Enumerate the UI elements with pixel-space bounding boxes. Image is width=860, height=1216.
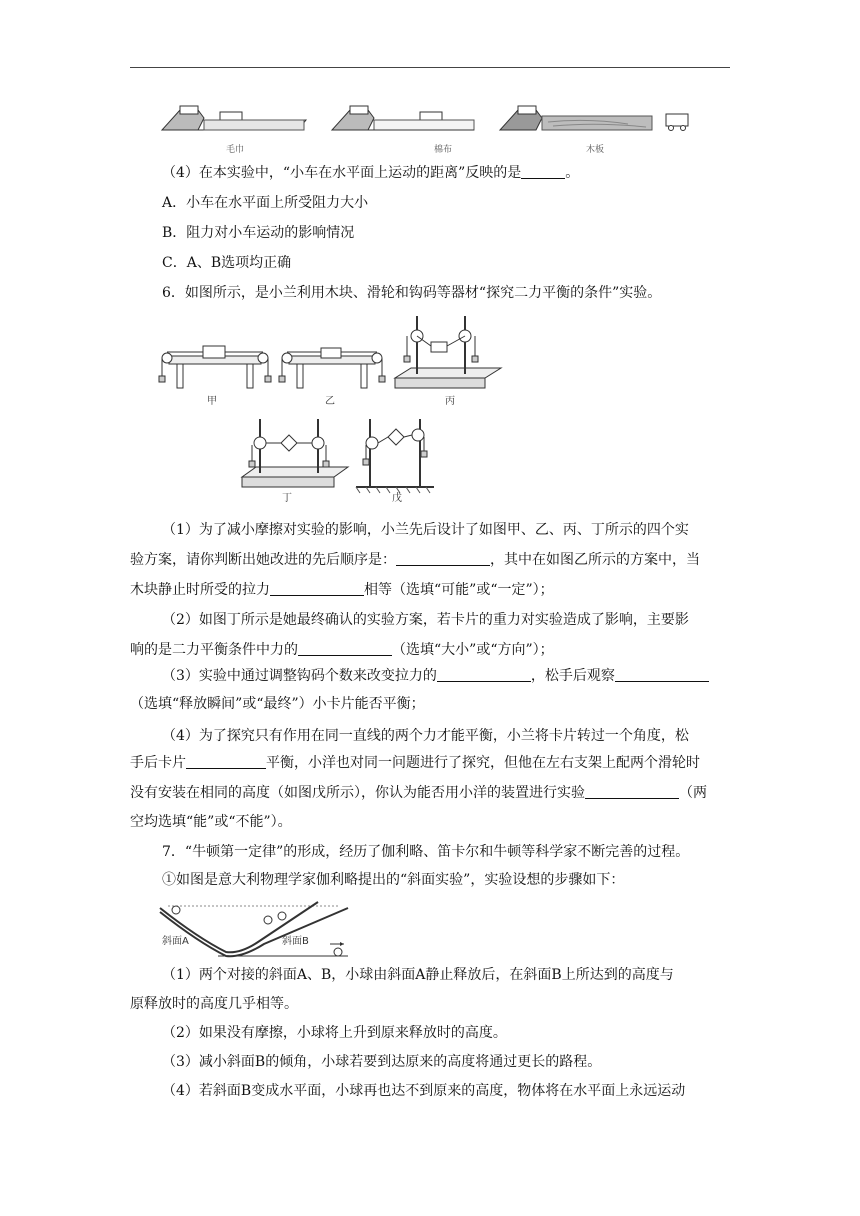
answer-blank[interactable] xyxy=(186,754,266,769)
setup-wu-drawing xyxy=(356,419,434,493)
option-c: C．A、B选项均正确 xyxy=(162,255,292,271)
setup-bing-drawing xyxy=(395,316,501,388)
q7-step3: （3）减小斜面B的倾角，小球若要到达原来的高度将通过更长的路程。 xyxy=(162,1054,602,1070)
answer-blank[interactable] xyxy=(521,164,565,179)
answer-blank[interactable] xyxy=(437,667,531,682)
figure-label-wu: 戊 xyxy=(392,493,402,504)
q6-p4-line1: （4）为了探究只有作用在同一直线的两个力才能平衡，小兰将卡片转过一个角度，松 xyxy=(162,728,689,744)
q7-step1-line1: （1）两个对接的斜面A、B，小球由斜面A静止释放后，在斜面B上所达到的高度与 xyxy=(162,967,674,983)
apparatus-row2-figure xyxy=(238,415,438,507)
figure-label-cotton: 棉布 xyxy=(434,145,453,155)
q6-p1-line2: 验方案，请你判断出她改进的先后顺序是： ，其中在如图乙所示的方案中，当 xyxy=(130,552,700,568)
answer-blank[interactable] xyxy=(270,581,364,596)
incline-figure xyxy=(158,898,358,958)
answer-blank[interactable] xyxy=(615,667,709,682)
q6-p1-line1: （1）为了减小摩擦对实验的影响，小兰先后设计了如图甲、乙、丙、丁所示的四个实 xyxy=(162,522,689,538)
q7-intro: ①如图是意大利物理学家伽利略提出的“斜面实验”，实验设想的步骤如下： xyxy=(162,872,625,888)
answer-blank[interactable] xyxy=(396,551,490,566)
ball-icon xyxy=(172,906,180,914)
apparatus-row1-figure xyxy=(155,312,515,412)
label-incline-b: 斜面B xyxy=(282,936,309,947)
ball-icon xyxy=(264,916,272,924)
q6-p4-line2: 手后卡片 平衡，小洋也对同一问题进行了探究，但他在左右支架上配两个滑轮时 xyxy=(130,755,700,771)
towel-setup-drawing xyxy=(162,106,306,130)
label-incline-a: 斜面A xyxy=(162,936,189,947)
ball-icon xyxy=(334,948,342,956)
setup-yi-drawing xyxy=(279,348,385,388)
figure-label-bing: 丙 xyxy=(445,396,455,407)
figure-label-wood: 木板 xyxy=(586,145,605,155)
option-a: A．小车在水平面上所受阻力大小 xyxy=(162,195,369,211)
incline-a-b-track-2 xyxy=(160,908,348,956)
answer-blank[interactable] xyxy=(585,784,679,799)
surfaces-figure xyxy=(158,98,698,156)
q6-p2-line2: 响的是二力平衡条件中力的 （选填“大小”或“方向”）； xyxy=(130,642,554,658)
q6-p3-line2: （选填“释放瞬间”或“最终”）小卡片能否平衡； xyxy=(130,696,425,712)
q7-step2: （2）如果没有摩擦，小球将上升到原来释放时的高度。 xyxy=(162,1025,507,1041)
q7-step1-line2: 原释放时的高度几乎相等。 xyxy=(130,996,298,1012)
q6-p3-line1: （3）实验中通过调整钩码个数来改变拉力的 ，松手后观察 xyxy=(162,666,734,686)
figure-label-towel: 毛巾 xyxy=(226,145,245,155)
q7-stem: 7．“牛顿第一定律”的形成，经历了伽利略、笛卡尔和牛顿等科学家不断完善的过程。 xyxy=(162,844,690,860)
q6-p2-line1: （2）如图丁所示是她最终确认的实验方案，若卡片的重力对实验造成了影响，主要影 xyxy=(162,612,689,628)
figure-label-jia: 甲 xyxy=(207,396,217,407)
figure-label-ding: 丁 xyxy=(282,493,292,504)
q6-stem: 6．如图所示，是小兰利用木块、滑轮和钩码等器材“探究二力平衡的条件”实验。 xyxy=(162,285,662,301)
header-rule xyxy=(130,67,730,68)
wood-setup-drawing xyxy=(500,106,688,131)
answer-blank[interactable] xyxy=(298,641,392,656)
q7-step4: （4）若斜面B变成水平面，小球再也达不到原来的高度，物体将在水平面上永远运动 xyxy=(162,1083,686,1099)
q6-p1-line3: 木块静止时所受的拉力 相等（选填“可能”或“一定”）； xyxy=(130,582,554,598)
cotton-setup-drawing xyxy=(332,106,474,130)
setup-jia-drawing xyxy=(159,346,271,388)
arrow-head-icon xyxy=(340,942,344,946)
figure-label-yi: 乙 xyxy=(325,396,335,407)
option-b: B．阻力对小车运动的影响情况 xyxy=(162,225,355,241)
q6-p4-line4: 空均选填“能”或“不能”）。 xyxy=(130,814,292,830)
setup-ding-drawing xyxy=(242,419,348,487)
q6-p4-line3: 没有安装在相同的高度（如图戊所示），你认为能否用小洋的装置进行实验 （两 xyxy=(130,785,707,801)
q5-part4-stem: （4）在本实验中，“小车在水平面上运动的距离”反映的是 。 xyxy=(162,165,580,181)
ball-icon xyxy=(278,912,286,920)
